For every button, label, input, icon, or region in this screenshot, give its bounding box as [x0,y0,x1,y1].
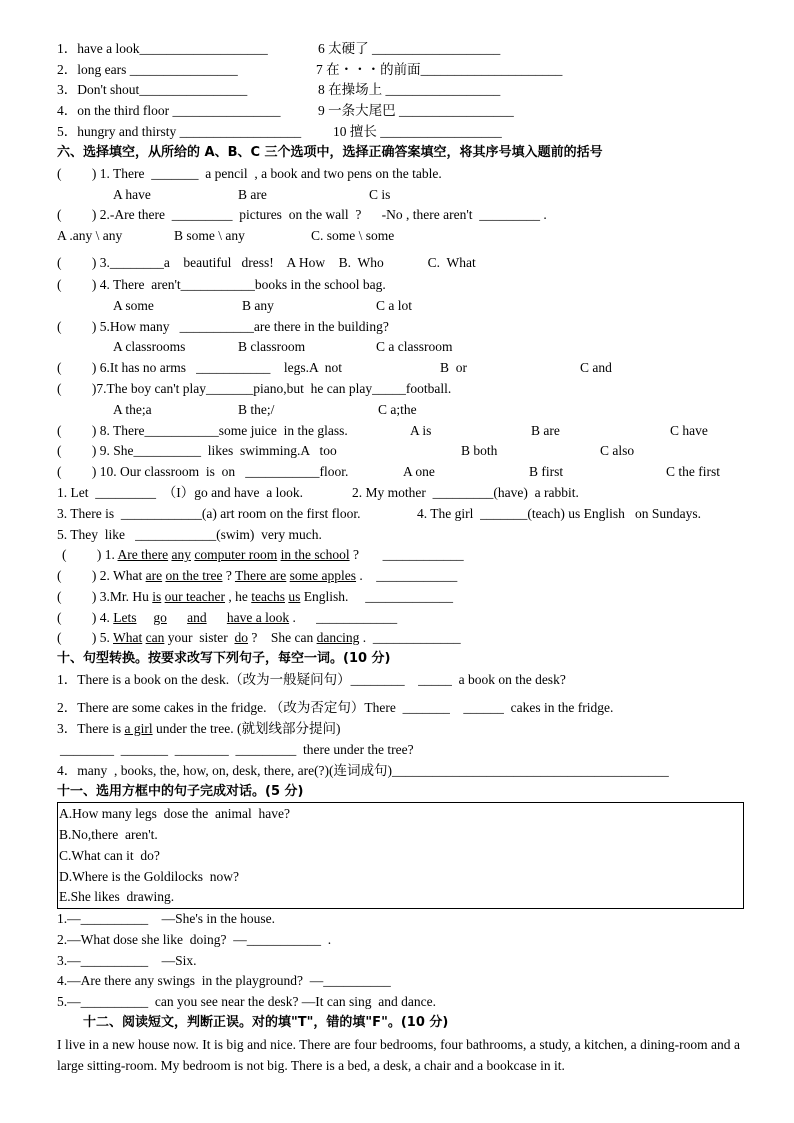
underlined-part: dancing [316,630,360,645]
s6-q7-b: B the;/ [238,402,275,417]
phrase-4: 4．on the third floor ________________ [57,103,281,118]
correct-q2: ( ) 2. What are on the tree ? There are some apples . ____________ [57,568,458,583]
s6-q8: ( ) 8. There___________some juice in the glass. [57,423,348,438]
underlined-part: Are there [117,547,169,562]
s10-q1: 1．There is a book on the desk.（改为一般疑问句）________ _____ a book on the desk? [57,672,566,687]
underlined-part: are [145,568,163,583]
dialogue-2: 2.—What dose she like doing? —___________ . [57,932,332,947]
phrase-7: 7 在・・・的前面_____________________ [316,62,563,77]
s6-q2-a: A .any \ any [57,228,123,243]
section10-heading: 十、句型转换。按要求改写下列句子，每空一词。(10 分) [57,651,391,666]
section11-heading: 十一、选用方框中的句子完成对话。(5 分) [57,784,304,799]
s10-q4: 4．many , books, the, how, on, desk, there, are(?)(连词成句)_________________________________________ [57,763,669,778]
s6-q1-c: C is [369,187,391,202]
dialogue-5: 5.—__________ can you see near the desk? —It can sing and dance. [57,994,437,1009]
underlined-part: some apples [289,568,357,583]
s6-q1-b: B are [238,187,267,202]
underlined-part: Lets [113,610,137,625]
underlined-part: There are [234,568,287,583]
s6-q7-a: A the;a [113,402,152,417]
s6-q5-a: A classrooms [113,339,186,354]
phrase-3: 3．Don't shout________________ [57,82,248,97]
s6-q2-c: C. some \ some [311,228,395,243]
s6-q4: ( ) 4. There aren't___________books in the school bag. [57,277,386,292]
s6-q5-b: B classroom [238,339,306,354]
s6-q6: ( ) 6.It has no arms ___________ legs.A not [57,360,342,375]
underlined-part: What [113,630,143,645]
correct-q5: ( ) 5. What can your sister do ? She can dancing . _____________ [57,630,461,645]
s10-q2: 2．There are some cakes in the fridge. （改为否定句）There _______ ______ cakes in the fridge. [57,700,614,715]
phrase-1: 1．have a look___________________ [57,41,268,56]
underlined-part: have a look [226,610,290,625]
option-e: E.She likes drawing. [59,889,175,904]
underlined-part: can [145,630,165,645]
s6-q2: ( ) 2.-Are there _________ pictures on the wall ? -No , there aren't _________ . [57,207,547,222]
s6-q10-a: A one [403,464,435,479]
underlined-part: teachs [251,589,285,604]
underlined-part: in the school [280,547,350,562]
s10-q3-answer: ________ _______ ________ _________ there under the tree? [60,742,414,757]
underlined-part: on the tree [165,568,223,583]
s10-q3: 3．There is a girl under the tree. (就划线部分提问) [57,721,341,736]
s6-q6-c: C and [580,360,612,375]
option-b: B.No,there aren't. [59,827,158,842]
underlined-part: computer room [194,547,278,562]
underlined-part: is [152,589,162,604]
s6-q9-b: B both [461,443,498,458]
underlined-part: go [153,610,167,625]
underlined-part: a girl [124,721,153,736]
option-d: D.Where is the Goldilocks now? [59,869,239,884]
phrase-8: 8 在操场上 _________________ [318,82,501,97]
dialogue-4: 4.—Are there any swings in the playground? —__________ [57,973,391,988]
s6-q10: ( ) 10. Our classroom is on ___________floor. [57,464,349,479]
dialogue-1: 1.—__________ —She's in the house. [57,911,276,926]
dialogue-3: 3.—__________ —Six. [57,953,197,968]
underlined-part: us [288,589,301,604]
s6-q4-c: C a lot [376,298,412,313]
correct-q1: ( ) 1. Are there any computer room in the school ? ____________ [62,547,464,562]
s6-q2-b: B some \ any [174,228,245,243]
section6-heading: 六、选择填空，从所给的 A、B、C 三个选项中，选择正确答案填空，将其序号填入题前的括号 [57,145,603,160]
underlined-part: and [187,610,207,625]
s6-q10-b: B first [529,464,564,479]
s6-q3: ( ) 3.________a beautiful dress! A How B. Who C. What [57,255,476,270]
phrase-2: 2．long ears ________________ [57,62,238,77]
s6-q10-c: C the first [666,464,720,479]
verb-q2: 2. My mother _________(have) a rabbit. [352,485,579,500]
phrase-6: 6 太硬了 ___________________ [318,41,501,56]
s6-q9-c: C also [600,443,635,458]
underlined-part: our teacher [164,589,225,604]
verb-q5: 5. They like ____________(swim) very much. [57,527,322,542]
phrase-5: 5．hungry and thirsty __________________ [57,124,302,139]
s6-q5-c: C a classroom [376,339,453,354]
option-c: C.What can it do? [59,848,160,863]
section12-heading: 十二、阅读短文，判断正误。对的填"T"，错的填"F"。(10 分) [83,1015,449,1030]
s6-q1-a: A have [113,187,151,202]
s6-q8-a: A is [410,423,432,438]
verb-q1: 1. Let _________ （I）go and have a look. [57,485,303,500]
s6-q4-b: B any [242,298,274,313]
option-a: A.How many legs dose the animal have? [59,806,290,821]
underlined-part: any [171,547,191,562]
phrase-9: 9 一条大尾巴 _________________ [318,103,514,118]
phrase-10: 10 擅长 __________________ [333,124,502,139]
underlined-part: do [234,630,248,645]
s6-q1: ( ) 1. There _______ a pencil , a book and two pens on the table. [57,166,442,181]
s6-q8-c: C have [670,423,708,438]
reading-passage: I live in a new house now. It is big and nice. There are four bedrooms, four bathrooms, a study, a kitchen, a dining-room and a large sitting-room. My bedroom is not big. There is a bed, a desk, a chair and a bookcase in it. [57,1037,740,1073]
s6-q5: ( ) 5.How many ___________are there in the building? [57,319,389,334]
s6-q4-a: A some [113,298,154,313]
s6-q6-b: B or [440,360,467,375]
s6-q7-c: C a;the [378,402,417,417]
s6-q8-b: B are [531,423,560,438]
verb-q4: 4. The girl _______(teach) us English on Sundays. [417,506,701,521]
s6-q9: ( ) 9. She__________ likes swimming.A too [57,443,337,458]
correct-q4: ( ) 4. Lets go and have a look . ____________ [57,610,398,625]
verb-q3: 3. There is ____________(a) art room on the first floor. [57,506,361,521]
s6-q7: ( )7.The boy can't play_______piano,but he can play_____football. [57,381,452,396]
correct-q3: ( ) 3.Mr. Hu is our teacher , he teachs us English. _____________ [57,589,453,604]
